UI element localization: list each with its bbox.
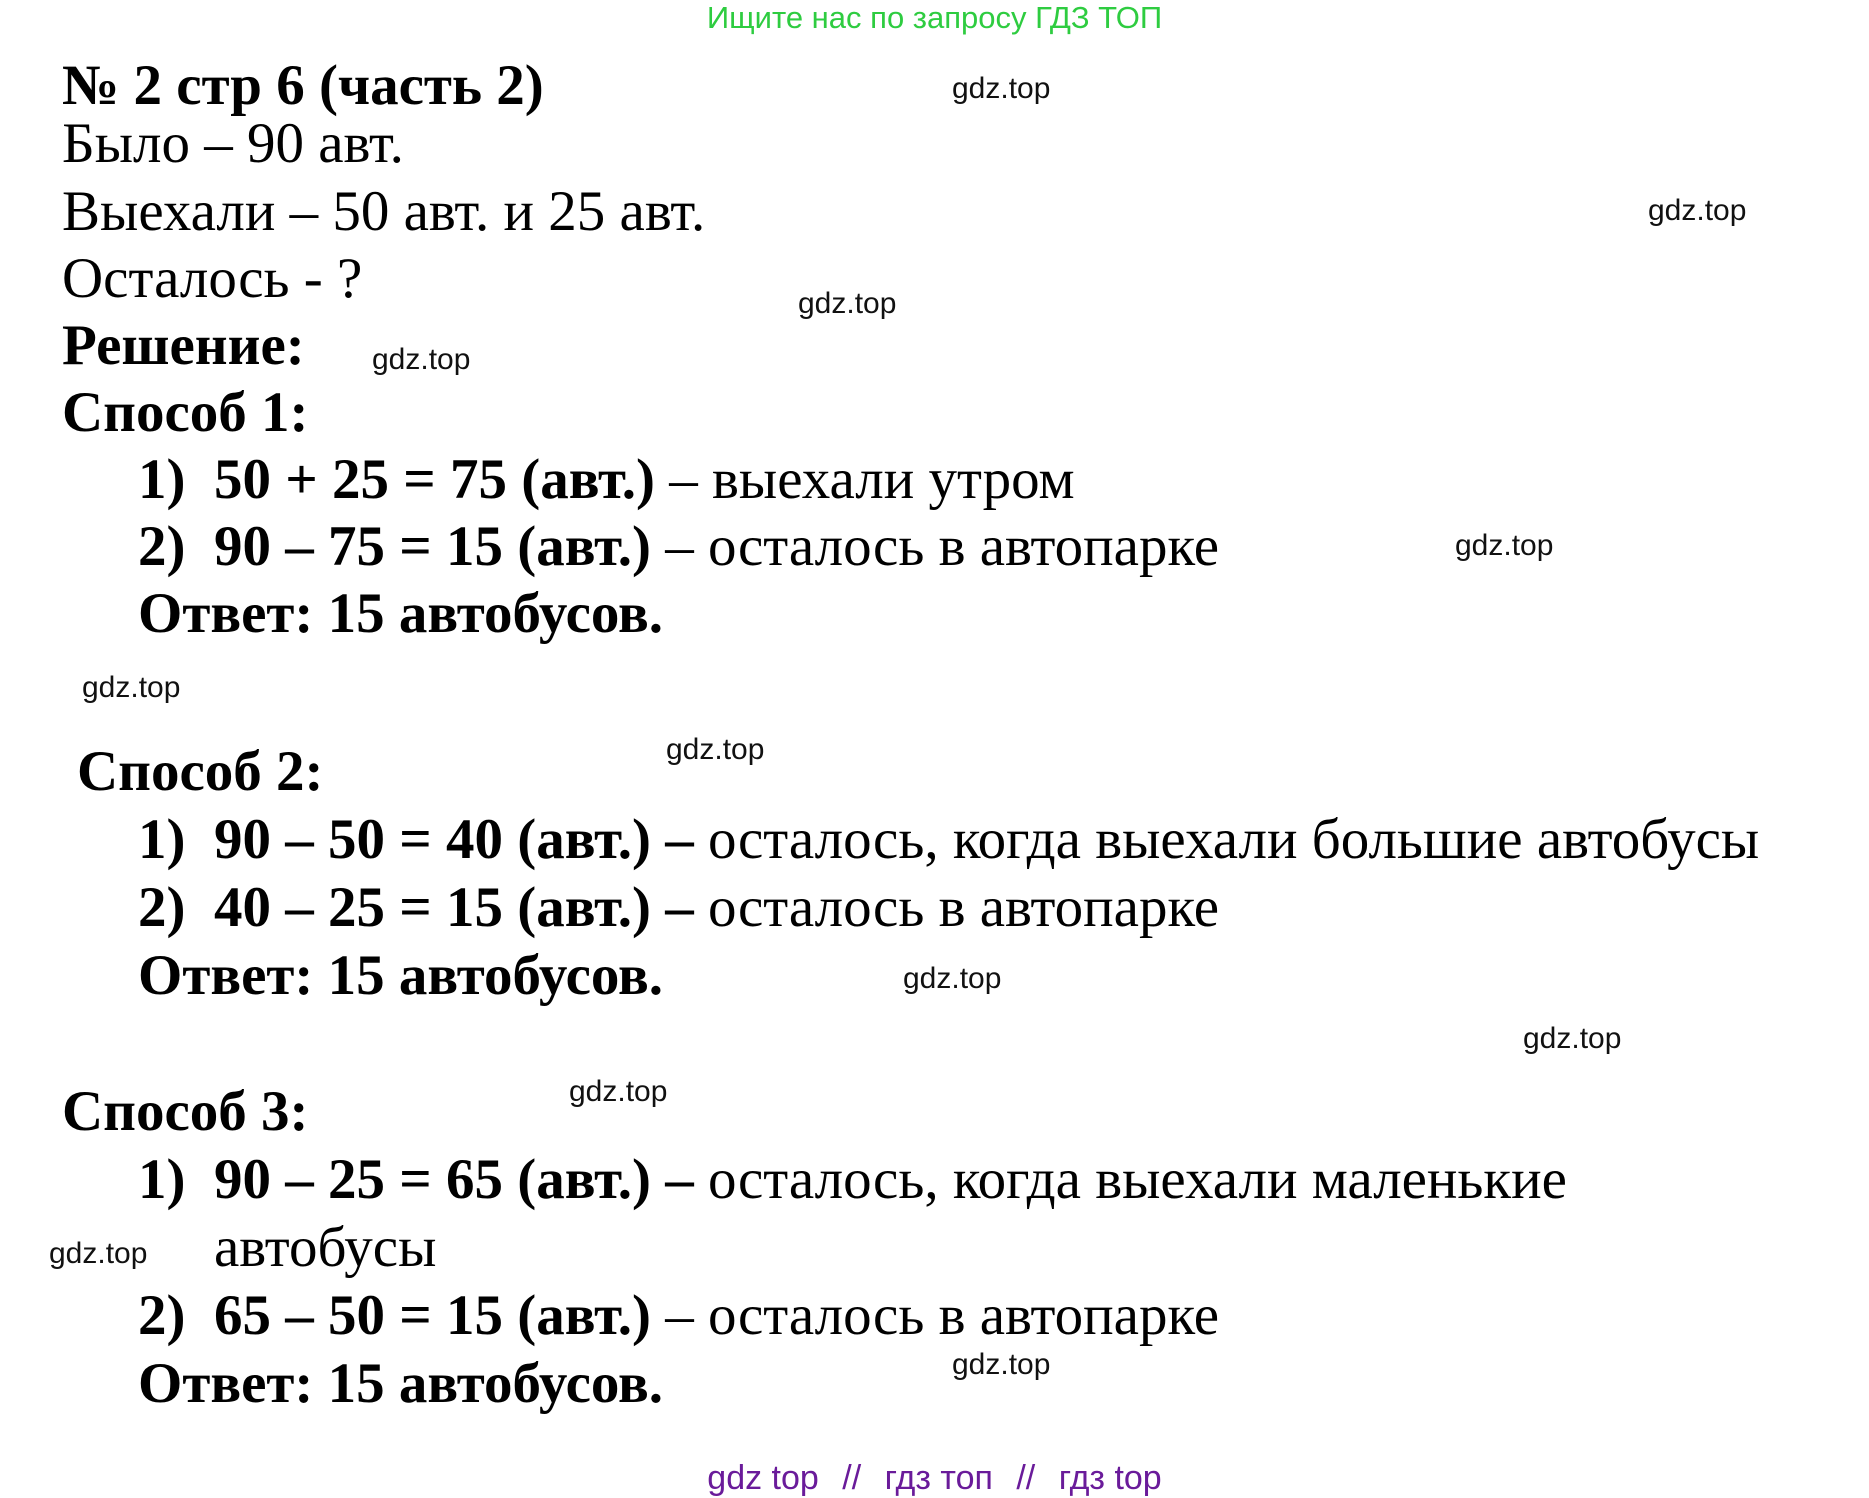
step-explanation: осталось, когда выехали маленькие bbox=[693, 1148, 1567, 1211]
task-title: № 2 стр 6 (часть 2) bbox=[62, 54, 544, 117]
step-explanation: – осталось в автопарке bbox=[651, 515, 1220, 578]
footer-part: gdz top bbox=[707, 1459, 819, 1497]
watermark-text: gdz.top bbox=[372, 343, 471, 376]
step-number: 1) bbox=[138, 1148, 186, 1211]
task-line-given: Было – 90 авт. bbox=[62, 112, 404, 175]
step-expression: 90 – 50 = 40 (авт.) – bbox=[214, 808, 694, 871]
watermark-text: gdz.top bbox=[1648, 194, 1747, 227]
method-3-answer: Ответ: 15 автобусов. bbox=[138, 1352, 663, 1415]
watermark-text: gdz.top bbox=[952, 1348, 1051, 1381]
watermark-text: gdz.top bbox=[798, 287, 897, 320]
step-explanation: осталось в автопарке bbox=[693, 876, 1220, 939]
method-2-step-1 bbox=[138, 808, 1759, 872]
step-number: 2) bbox=[138, 1284, 186, 1347]
method-3-step-2 bbox=[138, 1284, 1219, 1348]
step-expression: 65 – 50 = 15 (авт.) bbox=[214, 1284, 652, 1347]
watermark-text: gdz.top bbox=[49, 1237, 148, 1270]
step-explanation: осталось, когда выехали большие автобусы bbox=[693, 808, 1760, 871]
task-line-left: Выехали – 50 авт. и 25 авт. bbox=[62, 180, 706, 243]
method-3-label: Способ 3: bbox=[62, 1080, 309, 1143]
top-banner bbox=[0, 0, 1869, 36]
step-expression: 90 – 75 = 15 (авт.) bbox=[214, 515, 652, 578]
step-number: 2) bbox=[138, 876, 186, 939]
watermark-text: gdz.top bbox=[569, 1075, 668, 1108]
step-expression: 50 + 25 = 75 (авт.) bbox=[214, 448, 655, 511]
method-2-answer: Ответ: 15 автобусов. bbox=[138, 944, 663, 1007]
method-3-step-1-continuation: автобусы bbox=[214, 1216, 437, 1279]
step-number: 2) bbox=[138, 515, 186, 578]
step-explanation: – осталось в автопарке bbox=[651, 1284, 1220, 1347]
footer-part: гдз top bbox=[1058, 1459, 1162, 1497]
solution-label: Решение: bbox=[62, 314, 305, 377]
step-explanation: – выехали утром bbox=[655, 448, 1075, 511]
method-2-label: Способ 2: bbox=[77, 740, 324, 803]
footer-part: гдз топ bbox=[884, 1459, 993, 1497]
step-number: 1) bbox=[138, 808, 186, 871]
watermark-text: gdz.top bbox=[666, 733, 765, 766]
task-line-remain: Осталось - ? bbox=[62, 247, 363, 310]
method-1-step-2 bbox=[138, 515, 1219, 579]
step-expression: 40 – 25 = 15 (авт.) – bbox=[214, 876, 694, 939]
watermark-text: gdz.top bbox=[1523, 1022, 1622, 1055]
method-3-step-1 bbox=[138, 1148, 1567, 1212]
method-1-answer: Ответ: 15 автобусов. bbox=[138, 582, 663, 645]
watermark-text: gdz.top bbox=[1455, 529, 1554, 562]
step-number: 1) bbox=[138, 448, 186, 511]
watermark-text: gdz.top bbox=[903, 962, 1002, 995]
watermark-text: gdz.top bbox=[82, 671, 181, 704]
footer bbox=[0, 1458, 1869, 1498]
footer-separator: // bbox=[1016, 1459, 1036, 1497]
top-banner-text: Ищите нас по запросу ГДЗ ТОП bbox=[706, 0, 1163, 35]
method-1-step-1 bbox=[138, 448, 1075, 512]
method-1-label: Способ 1: bbox=[62, 381, 309, 444]
footer-separator: // bbox=[842, 1459, 862, 1497]
step-expression: 90 – 25 = 65 (авт.) – bbox=[214, 1148, 694, 1211]
method-2-step-2 bbox=[138, 876, 1219, 940]
watermark-text: gdz.top bbox=[952, 72, 1051, 105]
